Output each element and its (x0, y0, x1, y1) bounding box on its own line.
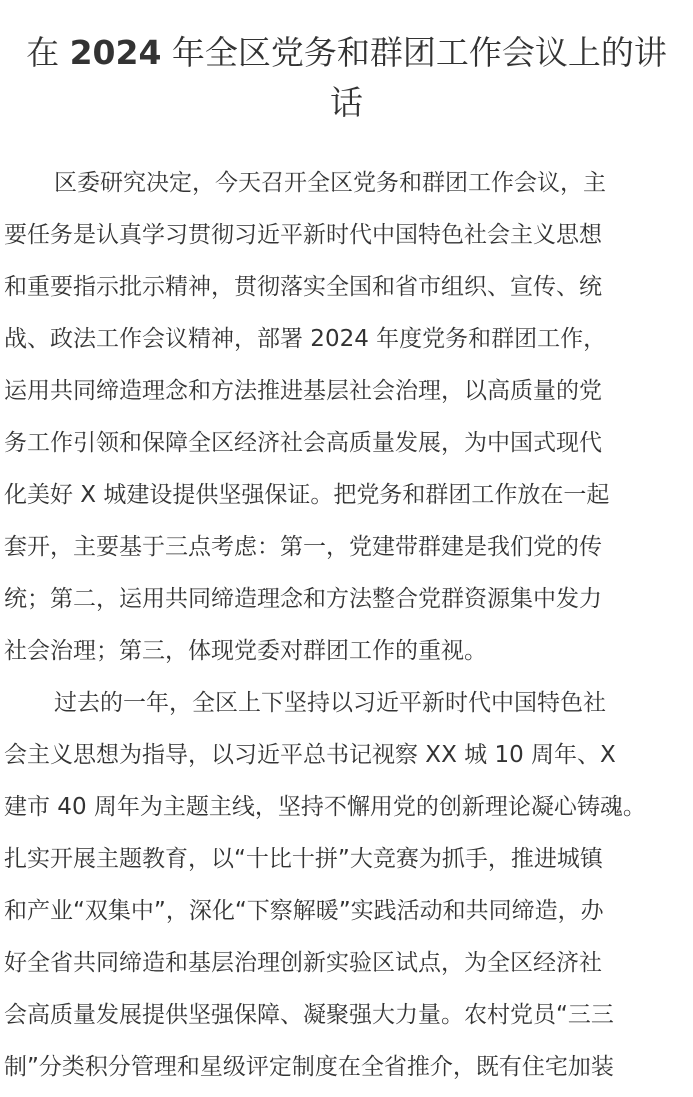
paragraph-1 (4, 157, 693, 677)
title-year: 2024 (69, 33, 162, 72)
paragraph-line: 过去的一年，全区上下坚持以习近平新时代中国特色社 (54, 690, 606, 716)
paragraph-line: 社会治理；第三，体现党委对群团工作的重视。 (4, 638, 487, 664)
title-prefix: 在 (26, 33, 70, 72)
paragraph-line: 统；第二，运用共同缔造理念和方法整合党群资源集中发力 (4, 586, 602, 612)
paragraph-line: 好全省共同缔造和基层治理创新实验区试点，为全区经济社 (4, 950, 602, 976)
paragraph-line: 运用共同缔造理念和方法推进基层社会治理，以高质量的党 (4, 378, 602, 404)
title-line1-rest: 年全区党务和群团工作会议上的讲 (161, 33, 667, 72)
paragraph-line: 区委研究决定，今天召开全区党务和群团工作会议，主 (54, 170, 606, 196)
paragraph-2 (4, 677, 693, 1093)
paragraph-line: 要任务是认真学习贯彻习近平新时代中国特色社会主义思想 (4, 222, 602, 248)
document-title (0, 28, 693, 128)
title-line2: 话 (330, 83, 363, 122)
paragraph-line: 套开，主要基于三点考虑：第一，党建带群建是我们党的传 (4, 534, 602, 560)
paragraph-line: 和重要指示批示精神，贯彻落实全国和省市组织、宣传、统 (4, 274, 602, 300)
paragraph-line: 制”分类积分管理和星级评定制度在全省推介，既有住宅加装 (4, 1054, 614, 1080)
paragraph-line: 会高质量发展提供坚强保障、凝聚强大力量。农村党员“三三 (4, 1002, 614, 1028)
paragraph-line: 扎实开展主题教育，以“十比十拼”大竞赛为抓手，推进城镇 (4, 846, 603, 872)
paragraph-line: 和产业“双集中”，深化“下察解暖”实践活动和共同缔造，办 (4, 898, 604, 924)
paragraph-line: 建市 40 周年为主题主线，坚持不懈用党的创新理论凝心铸魂。 (4, 794, 646, 820)
paragraph-line: 化美好 X 城建设提供坚强保证。把党务和群团工作放在一起 (4, 482, 610, 508)
paragraph-line: 会主义思想为指导，以习近平总书记视察 XX 城 10 周年、X (4, 742, 616, 768)
paragraph-line: 战、政法工作会议精神，部署 2024 年度党务和群团工作， (4, 326, 607, 352)
paragraph-line: 务工作引领和保障全区经济社会高质量发展，为中国式现代 (4, 430, 602, 456)
